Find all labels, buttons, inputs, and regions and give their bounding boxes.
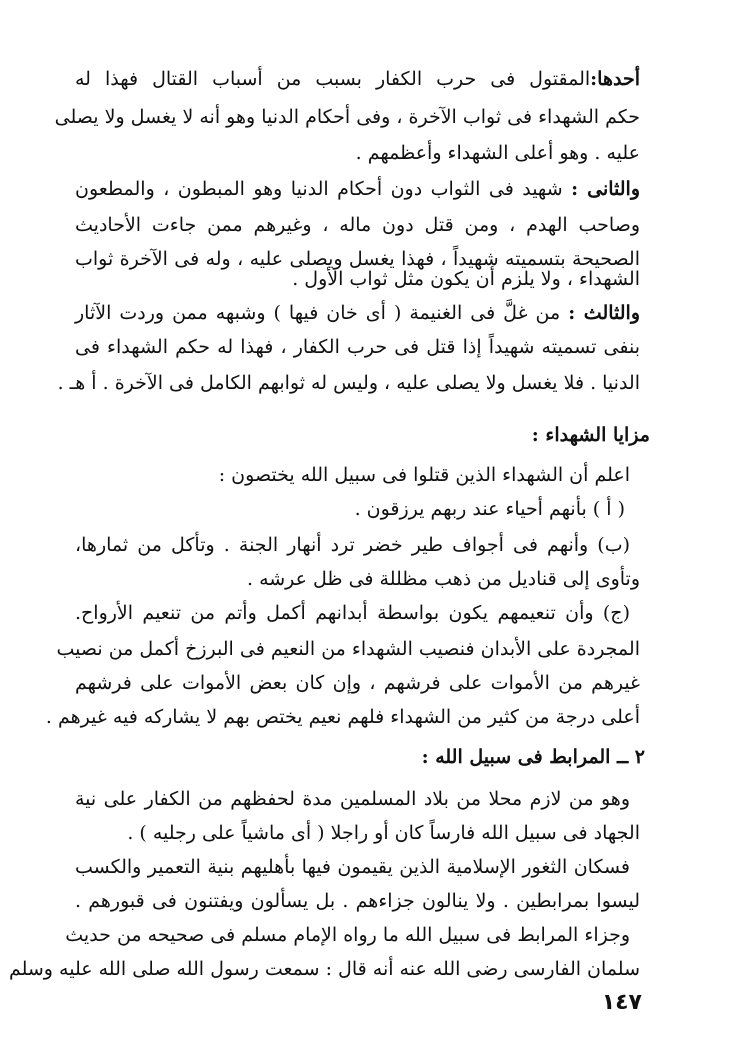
- p2-line-3: الصحيحة بتسميته شهيداً ، فهذا يغسل ويصلى عليه ، وله فى الآخرة ثواب: [75, 248, 640, 270]
- p5-line-6: سلمان الفارسى رضى الله عنه أنه قال : سمعت رسول الله صلى الله عليه وسلم: [8, 958, 640, 980]
- p3-line-3: الدنيا . فلا يغسل ولا يصلى عليه ، وليس له ثوابهم الكامل فى الآخرة . أ هـ .: [57, 372, 640, 394]
- p4-intro: اعلم أن الشهداء الذين قتلوا فى سبيل الله يختصون :: [218, 464, 630, 486]
- p5-line-4: ليسوا بمرابطين . ولا ينالون جزاءهم . بل يسألون ويفتنون فى قبورهم .: [75, 890, 640, 912]
- p3-line-2: بنفى تسميته شهيداً إذا قتل فى حرب الكفار ، فهذا له حكم الشهداء فى: [75, 336, 640, 358]
- p5-line-5: وجزاء المرابط فى سبيل الله ما رواه الإمام مسلم فى صحيحه من حديث: [65, 924, 630, 946]
- p4-item-c-line-4: أعلى درجة من كثير من الشهداء فلهم نعيم يختص بهم لا يشاركه فيه غيرهم .: [45, 706, 640, 728]
- p4-item-b-line-2: وتأوى إلى قناديل من ذهب مظللة فى ظل عرشه .: [246, 568, 640, 590]
- p2-line-1: [75, 172, 640, 206]
- p5-line-2: الجهاد فى سبيل الله فارساً كان أو راجلا ( أى ماشياً على رجليه ) .: [127, 822, 640, 844]
- p2-line-1-text: شهيد فى الثواب دون أحكام الدنيا وهو المبطون ، والمطعون: [75, 178, 563, 200]
- p4-item-c-line-3: غيرهم من الأموات على فرشهم ، وإن كان بعض الأموات على فرشهم: [75, 672, 640, 694]
- p3-label: والثالث :: [568, 302, 640, 324]
- p2-label: والثانى :: [571, 178, 641, 200]
- section-heading-murabit: ٢ ــ المرابط فى سبيل الله :: [421, 746, 645, 768]
- p1-line-2: حكم الشهداء فى ثواب الآخرة ، وفى أحكام الدنيا وهو أنه لا يغسل ولا يصلى: [54, 106, 640, 128]
- p2-line-4: الشهداء ، ولا يلزم أن يكون مثل ثواب الأول .: [292, 268, 640, 290]
- p1-line-3: عليه . وهو أعلى الشهداء وأعظمهم .: [355, 142, 640, 164]
- p1-label: أحدها:: [590, 68, 640, 90]
- p3-line-1-text: من غلَّ فى الغنيمة ( أى خان فيها ) وشبهه ممن وردت الآثار: [75, 302, 561, 324]
- page-number: ١٤٧: [601, 990, 642, 1015]
- p1-line-1: [75, 62, 640, 96]
- p4-item-c-line-1: (ج) وأن تنعيمهم يكون بواسطة أبدانهم أكمل وأتم من تنعيم الأرواح.: [75, 602, 630, 624]
- p5-line-3: فسكان الثغور الإسلامية الذين يقيمون فيها بأهليهم بنية التعمير والكسب: [75, 856, 630, 878]
- p4-item-a: ( أ ) بأنهم أحياء عند ربهم يرزقون .: [354, 498, 625, 520]
- p2-line-2: وصاحب الهدم ، ومن قتل دون ماله ، وغيرهم ممن جاءت الأحاديث: [75, 214, 640, 236]
- p3-line-1: [75, 296, 640, 330]
- p1-line-1-text: المقتول فى حرب الكفار بسبب من أسباب القتال فهذا له: [75, 68, 591, 90]
- p4-item-c-line-2: المجردة على الأبدان فنصيب الشهداء من النعيم فى البرزخ أكمل من نصيب: [56, 638, 640, 660]
- section-heading-martyrs-merits: مزايا الشهداء :: [531, 424, 650, 446]
- p4-item-b-line-1: (ب) وأنهم فى أجواف طير خضر ترد أنهار الجنة . وتأكل من ثمارها،: [75, 534, 630, 556]
- p5-line-1: وهو من لازم محلا من بلاد المسلمين مدة لحفظهم من الكفار على نية: [75, 788, 630, 810]
